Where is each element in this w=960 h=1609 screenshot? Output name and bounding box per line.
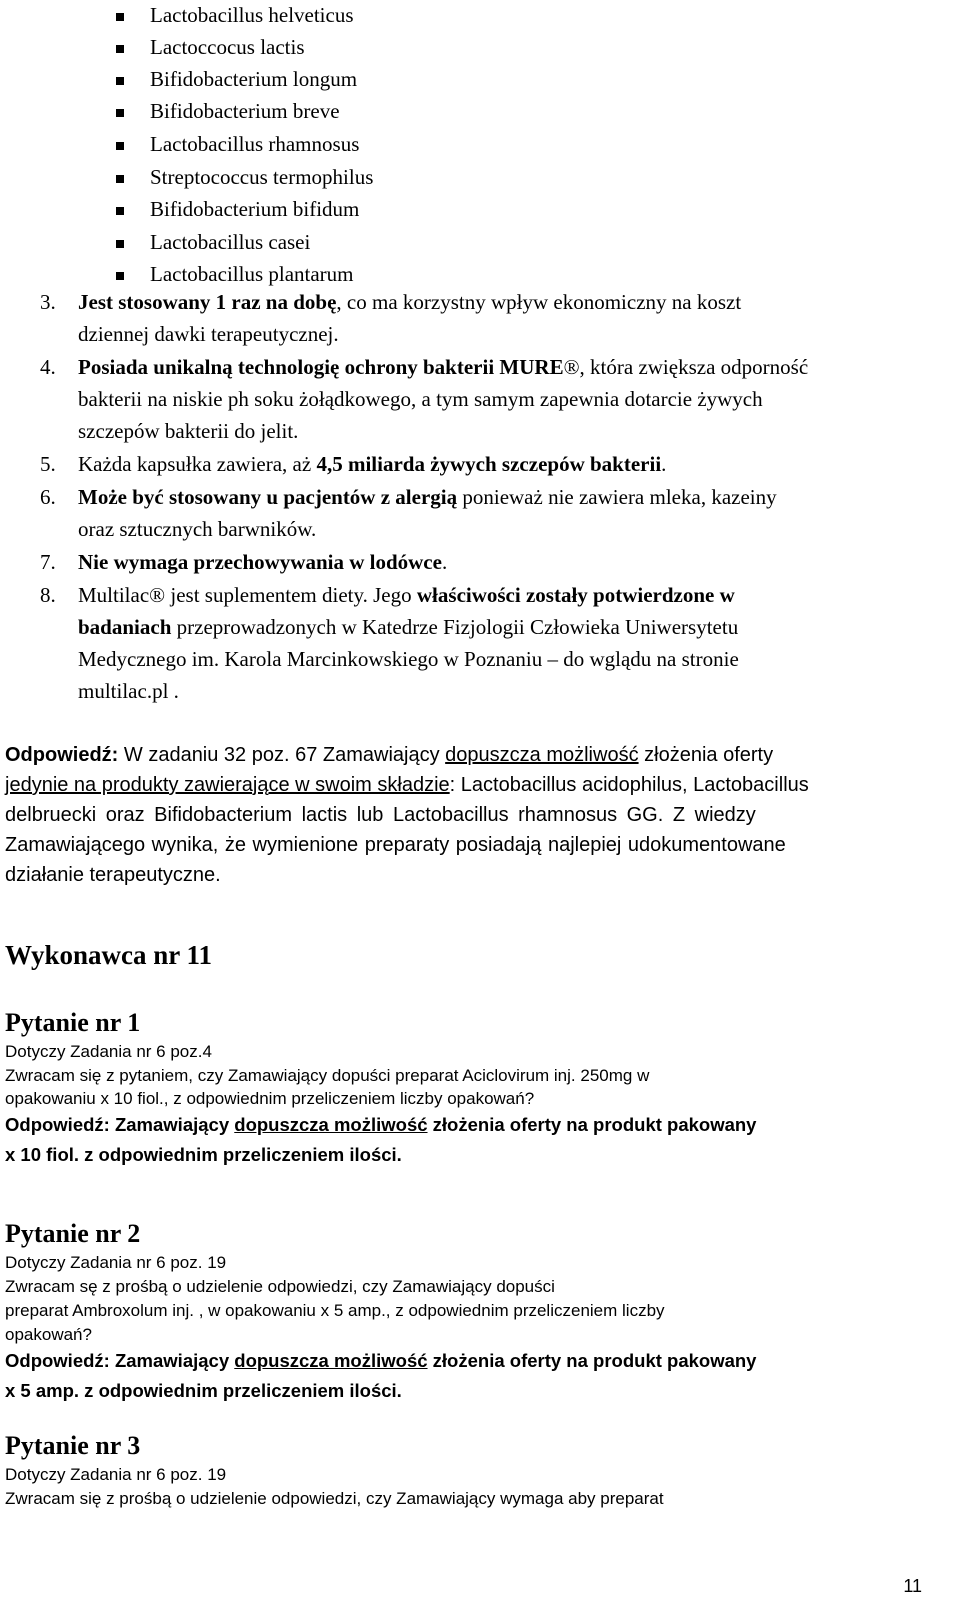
item-line: dziennej dawki terapeutycznej. <box>78 322 339 346</box>
answer-underlined-text: dopuszcza możliwość <box>234 1114 428 1135</box>
answer-line: działanie terapeutyczne. <box>5 864 221 886</box>
answer-label: Odpowiedź: Zamawiający <box>5 1350 235 1371</box>
square-bullet-icon <box>116 175 124 183</box>
item-line: Medycznego im. Karola Marcinkowskiego w Poznaniu – do wglądu na stronie <box>78 647 739 671</box>
question-text: Zwracam się z pytaniem, czy Zamawiający dopuści preparat Aciclovirum inj. 250mg w <box>5 1066 650 1085</box>
item-number: 8. <box>40 583 56 607</box>
answer-line <box>5 774 809 797</box>
answer-underlined-text: dopuszcza możliwość <box>234 1350 428 1371</box>
question-title: Pytanie nr 3 <box>5 1431 141 1460</box>
question-title: Pytanie nr 2 <box>5 1219 141 1248</box>
item-line: szczepów bakterii do jelit. <box>78 419 299 443</box>
list-item-text: Lactoccocus lactis <box>150 35 305 59</box>
contractor-heading: Wykonawca nr 11 <box>5 940 213 970</box>
answer-underlined-text: dopuszcza możliwość <box>445 744 639 766</box>
item-line <box>78 615 738 640</box>
question-ref: Dotyczy Zadania nr 6 poz.4 <box>5 1042 212 1061</box>
item-text: . <box>661 452 667 476</box>
registered-mark: ® <box>149 583 166 607</box>
item-bold-text: Nie wymaga przechowywania w lodówce <box>78 550 442 574</box>
square-bullet-icon <box>116 142 124 150</box>
square-bullet-icon <box>116 77 124 85</box>
answer-line: x 10 fiol. z odpowiednim przeliczeniem ilości. <box>5 1144 402 1165</box>
item-line <box>78 452 666 477</box>
answer-line: delbruecki oraz Bifidobacterium lactis lub Lactobacillus rhamnosus GG. Z wiedzy <box>5 804 756 826</box>
square-bullet-icon <box>116 240 124 248</box>
item-text: . <box>441 550 448 574</box>
answer-label: Odpowiedź: <box>5 744 119 766</box>
item-number: 3. <box>40 290 56 314</box>
square-bullet-icon <box>116 13 124 21</box>
answer-line: x 5 amp. z odpowiednim przeliczeniem ilości. <box>5 1380 402 1401</box>
item-bold-text: Może być stosowany u pacjentów z alergią <box>78 485 458 509</box>
answer-underlined-text: jedynie na produkty zawierające w swoim składzie <box>5 774 450 796</box>
item-number: 7. <box>40 550 56 574</box>
list-item-text: Lactobacillus plantarum <box>150 262 354 286</box>
list-item-text: Lactobacillus rhamnosus <box>150 132 360 156</box>
list-item-text: Bifidobacterium breve <box>150 99 340 123</box>
item-text: przeprowadzonych w Katedrze Fizjologii Człowieka Uniwersytetu <box>171 615 739 639</box>
question-text: opakowaniu x 10 fiol., z odpowiednim przeliczeniem liczby opakowań? <box>5 1089 535 1108</box>
answer-text: : Lactobacillus acidophilus, Lactobacillus <box>449 774 809 796</box>
square-bullet-icon <box>116 45 124 53</box>
item-number: 6. <box>40 485 56 509</box>
item-text: Multilac <box>78 583 150 607</box>
list-item-text: Streptococcus termophilus <box>150 165 374 189</box>
item-number: 4. <box>40 355 56 379</box>
question-text: opakowań? <box>5 1325 92 1344</box>
item-number: 5. <box>40 452 56 476</box>
item-line <box>78 583 735 608</box>
question-title: Pytanie nr 1 <box>5 1008 141 1037</box>
list-item-text: Bifidobacterium bifidum <box>150 197 360 221</box>
answer-text: złożenia oferty na produkt pakowany <box>427 1114 757 1135</box>
answer-label: Odpowiedź: Zamawiający <box>5 1114 235 1135</box>
list-item-text: Lactobacillus helveticus <box>150 3 354 27</box>
answer-text: W zadaniu 32 poz. 67 Zamawiający <box>118 744 446 766</box>
item-bold-text: właściwości zostały potwierdzone w <box>416 583 735 607</box>
answer-line-text <box>5 744 773 767</box>
answer-line <box>5 1350 756 1372</box>
answer-line: Zamawiającego wynika, że wymienione preparaty posiadają najlepiej udokumentowane <box>5 834 786 856</box>
answer-text: złożenia oferty na produkt pakowany <box>427 1350 757 1371</box>
item-bold-text: 4,5 miliarda żywych szczepów bakterii <box>316 452 662 476</box>
list-item-text: Lactobacillus casei <box>150 230 311 254</box>
square-bullet-icon <box>116 207 124 215</box>
item-text: , która zwiększa odporność <box>579 355 809 379</box>
item-text: , co ma korzystny wpływ ekonomiczny na koszt <box>336 290 742 314</box>
item-text: ponieważ nie zawiera mleka, kazeiny <box>457 485 777 509</box>
item-text: Każda kapsułka zawiera, aż <box>78 452 317 476</box>
item-bold-text: Posiada unikalną technologię ochrony bakterii MURE <box>78 355 564 379</box>
page-number: 11 <box>903 1576 922 1596</box>
question-text: Zwracam się z prośbą o udzielenie odpowiedzi, czy Zamawiający wymaga aby preparat <box>5 1489 664 1508</box>
question-ref: Dotyczy Zadania nr 6 poz. 19 <box>5 1253 227 1272</box>
square-bullet-icon <box>116 109 124 117</box>
list-item-text: Bifidobacterium longum <box>150 67 358 91</box>
item-line: oraz sztucznych barwników. <box>78 517 317 541</box>
question-text: Zwracam sę z prośbą o udzielenie odpowiedzi, czy Zamawiający dopuści <box>5 1277 555 1296</box>
item-line <box>78 355 808 380</box>
item-bold-text: Jest stosowany 1 raz na dobę <box>78 290 337 314</box>
answer-line <box>5 744 935 767</box>
item-line: multilac.pl . <box>78 679 179 703</box>
answer-line <box>5 1114 756 1136</box>
item-bold-text: badaniach <box>78 615 172 639</box>
item-line: bakterii na niskie ph soku żołądkowego, a tym samym zapewnia dotarcie żywych <box>78 387 763 411</box>
item-line <box>78 485 777 510</box>
registered-mark: ® <box>563 355 580 379</box>
answer-text: złożenia oferty <box>638 744 774 766</box>
item-text: jest suplementem diety. Jego <box>165 583 417 607</box>
question-ref: Dotyczy Zadania nr 6 poz. 19 <box>5 1465 227 1484</box>
square-bullet-icon <box>116 272 124 280</box>
item-line <box>78 290 741 315</box>
item-line <box>78 550 447 575</box>
question-text: preparat Ambroxolum inj. , w opakowaniu x 5 amp., z odpowiednim przeliczeniem liczby <box>5 1301 665 1320</box>
